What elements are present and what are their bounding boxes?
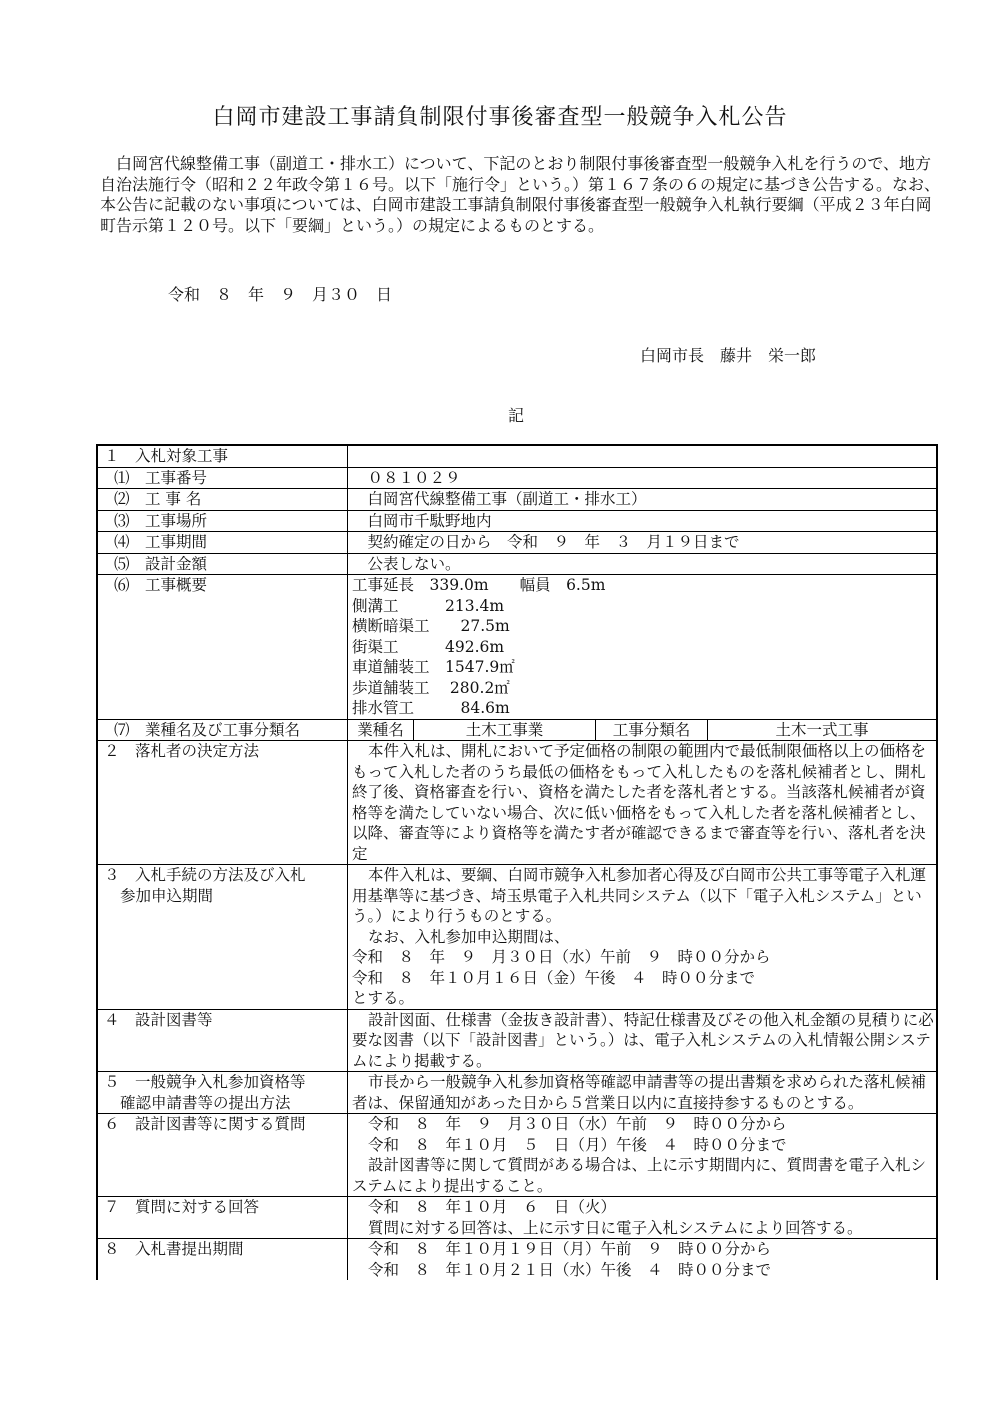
overview-list	[348, 575, 936, 719]
item-value: ０８１０２９	[352, 468, 461, 487]
item-value: 白岡宮代線整備工事（副道工・排水工）	[352, 490, 647, 508]
overview-line: 工事延長 339.0m 幅員 6.5m	[352, 576, 606, 594]
table-row	[96, 444, 938, 467]
item-label: ⑺ 業種名及び工事分類名	[98, 720, 348, 741]
category-cells	[348, 720, 936, 741]
table-row	[96, 574, 938, 719]
category-value-1: 土木工事業	[414, 720, 596, 741]
overview-line: 街渠工 492.6m	[352, 637, 505, 656]
section-3-label: ３ 入札手続の方法及び入札	[104, 866, 306, 884]
item-label: ⑷ 工事期間	[98, 532, 348, 553]
section-3-tail: とする。	[352, 989, 415, 1007]
table-row	[96, 719, 938, 741]
notice-title: 白岡市建設工事請負制限付事後審査型一般競争入札公告	[212, 105, 788, 130]
section-6-text: 設計図書等に関して質問がある場合は、上に示す期間内に、質問書を電子入札システムにより提出すること。	[352, 1156, 927, 1195]
section-6-date-from: 令和 ８ 年 ９ 月３０日（水）午前 ９ 時００分から	[368, 1115, 787, 1133]
section-7-label: ７ 質問に対する回答	[98, 1197, 348, 1238]
table-row	[96, 1238, 938, 1280]
table-row	[96, 1113, 938, 1196]
section-3-text-2: なお、入札参加申込期間は、	[368, 927, 570, 946]
item-value: 白岡市千駄野地内	[352, 511, 492, 530]
overview-line: 車道舗装工 1547.9㎡	[352, 658, 515, 676]
category-key-1: 業種名	[348, 720, 414, 741]
item-label: ⑴ 工事番号	[98, 468, 348, 489]
section-3-text: 本件入札は、要綱、白岡市競争入札参加者心得及び白岡市公共工事等電子入札運用基準等に基づき、埼玉県電子入札共同システム（以下「電子入札システム」という。）により行うものとする。	[352, 866, 927, 925]
table-row	[96, 864, 938, 1009]
section-8-date-from: 令和 ８ 年１０月１９日（月）午前 ９ 時００分から	[368, 1240, 772, 1258]
section-8-label: ８ 入札書提出期間	[98, 1239, 348, 1280]
overview-line: 横断暗渠工 27.5m	[352, 617, 510, 635]
table-row	[96, 510, 938, 532]
section-7-date: 令和 ８ 年１０月 ６ 日（火）	[368, 1198, 617, 1216]
section-3-date-to: 令和 ８ 年１０月１６日（金）午後 ４ 時００分まで	[352, 968, 756, 987]
section-4-label: ４ 設計図書等	[98, 1010, 348, 1072]
notice-date: 令和 ８ 年 ９ 月３０ 日	[168, 285, 393, 304]
table-row	[96, 740, 938, 864]
ki-marker: 記	[508, 406, 525, 425]
section-5-label: ５ 一般競争入札参加資格等	[104, 1073, 306, 1091]
section-3-date-from: 令和 ８ 年 ９ 月３０日（水）午前 ９ 時００分から	[352, 948, 771, 966]
section-1-label: １ 入札対象工事	[98, 446, 348, 467]
section-3-label-2: 参加申込期間	[120, 886, 214, 905]
section-8-date-to: 令和 ８ 年１０月２１日（水）午後 ４ 時００分まで	[368, 1260, 772, 1279]
item-label: ⑶ 工事場所	[98, 511, 348, 532]
table-row	[96, 531, 938, 553]
overview-line: 歩道舗装工 280.2㎡	[352, 678, 510, 697]
section-2-text: 本件入札は、開札において予定価格の制限の範囲内で最低制限価格以上の価格をもって入札した者のうち最低の価格をもって入札したものを落札候補者とし、開札終了後、資格審査を行い、資格を満たした者を落札者とする。当該落札候補者が資格等を満たしていない場合、次に低い価格をもって入札した者を落札候補者とし、以降、審査等により資格等を満たす者が確認できるまで審査等を行い、落札者を決定	[352, 742, 927, 863]
overview-line: 側溝工 213.4m	[352, 596, 505, 615]
section-4-text: 設計図面、仕様書（金抜き設計書）、特記仕様書及びその他入札金額の見積りに必要な図書（以下「設計図書」という。）は、電子入札システムの入札情報公開システムにより掲載する。	[352, 1010, 934, 1070]
section-2-label: ２ 落札者の決定方法	[98, 741, 348, 864]
table-row	[96, 1196, 938, 1238]
table-row	[96, 553, 938, 575]
section-5-label-2: 確認申請書等の提出方法	[120, 1093, 291, 1112]
overview-line: 排水管工 84.6m	[352, 699, 510, 717]
section-5-text: 市長から一般競争入札参加資格等確認申請書等の提出書類を求められた落札候補者は、保留通知があった日から５営業日以内に直接持参するものとする。	[352, 1073, 927, 1112]
intro-paragraph	[100, 154, 940, 236]
table-row	[96, 467, 938, 489]
table-row	[96, 1071, 938, 1113]
item-label: ⑹ 工事概要	[98, 575, 348, 719]
section-6-date-to: 令和 ８ 年１０月 ５ 日（月）午後 ４ 時００分まで	[368, 1135, 787, 1154]
item-label: ⑵ 工 事 名	[98, 489, 348, 510]
section-6-label: ６ 設計図書等に関する質問	[98, 1114, 348, 1196]
intro-text: 白岡宮代線整備工事（副道工・排水工）について、下記のとおり制限付事後審査型一般競争入札を行うので、地方自治法施行令（昭和２２年政令第１６号。以下「施行令」という。）第１６７条の６の規定に基づき公告する。なお、本公告に記載のない事項については、白岡市建設工事請負制限付事後審査型一般競争入札執行要綱（平成２３年白岡町告示第１２０号。以下「要綱」という。）の規定によるものとする。	[100, 154, 941, 235]
table-row	[96, 488, 938, 510]
item-value: 契約確定の日から 令和 ９ 年 ３ 月１９日まで	[352, 533, 740, 551]
category-key-2: 工事分類名	[596, 720, 708, 741]
section-7-text: 質問に対する回答は、上に示す日に電子入札システムにより回答する。	[368, 1218, 863, 1237]
table-row	[96, 1009, 938, 1072]
item-label: ⑸ 設計金額	[98, 554, 348, 575]
item-value: 公表しない。	[352, 554, 461, 573]
category-value-2: 土木一式工事	[775, 720, 869, 739]
signer: 白岡市長 藤井 栄一郎	[640, 346, 817, 365]
details-table	[96, 444, 938, 1280]
